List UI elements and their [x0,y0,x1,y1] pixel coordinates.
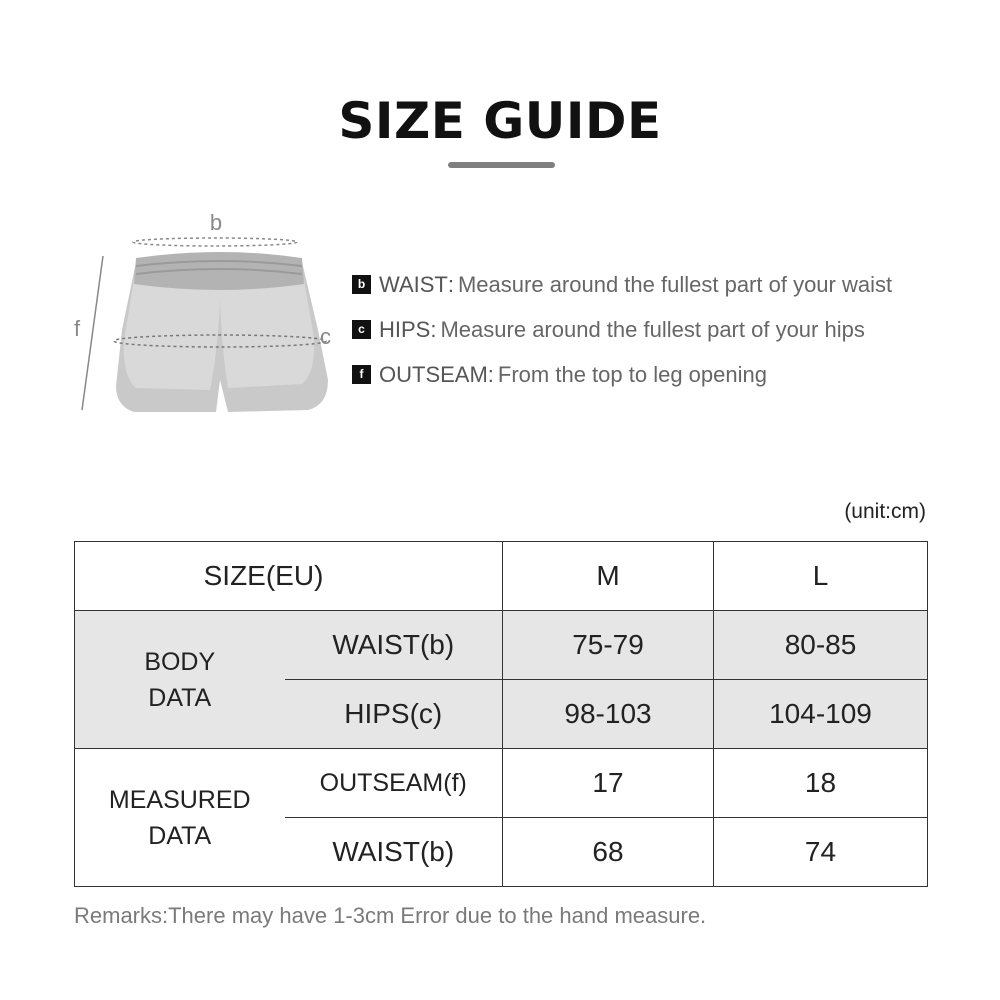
legend-separator: : [430,316,437,342]
table-cell: 17 [503,749,714,818]
measure-label: WAIST(b) [285,611,503,680]
legend-description: Measure around the fullest part of your hips [440,316,865,342]
table-cell: 74 [714,818,928,887]
legend-separator: : [487,361,494,387]
remarks-note: Remarks:There may have 1-3cm Error due to the hand measure. [74,903,707,928]
unit-label: (unit:cm) [844,500,926,523]
legend-description: From the top to leg opening [497,361,767,387]
legend-name: HIPS [379,316,431,342]
table-cell: 104-109 [714,680,928,749]
table-cell: 68 [503,818,714,887]
table-cell: 75-79 [503,611,714,680]
group-label-measured-data [75,749,285,887]
outseam-measure-line [82,256,103,410]
legend-separator: : [447,271,454,297]
legend-key-b: b [352,275,371,294]
legend-name: WAIST [379,271,448,297]
legend-key-c: c [352,320,371,339]
size-header-label: SIZE(EU) [203,560,324,591]
measure-label: OUTSEAM(f) [285,749,503,818]
legend-description: Measure around the fullest part of your waist [457,271,893,297]
legend-item-outseam [352,352,892,397]
legend-key-f: f [352,365,371,384]
legend-item-hips [352,307,892,352]
table-cell: 18 [714,749,928,818]
label-c: c [320,324,331,349]
table-cell: 98-103 [503,680,714,749]
label-f: f [74,316,81,341]
group-label-line: BODY [144,647,216,676]
table-row [75,611,928,680]
label-b: b [209,210,223,235]
measure-label: HIPS(c) [285,680,503,749]
group-label-line: MEASURED [108,785,251,814]
title-underline [448,162,555,168]
measurement-legend [352,262,892,397]
table-header-row [75,542,928,611]
waist-measure-line [133,238,297,246]
page-title: SIZE GUIDE [338,92,662,150]
size-header-m: M [503,542,714,611]
group-label-line: DATA [148,683,212,712]
legend-name: OUTSEAM [379,361,488,387]
group-label-body-data [75,611,285,749]
group-label-line: DATA [148,821,212,850]
measure-label: WAIST(b) [285,818,503,887]
size-table [74,541,928,887]
legend-item-waist [352,262,892,307]
size-header-l: L [714,542,928,611]
shorts-diagram [70,200,340,430]
table-cell: 80-85 [714,611,928,680]
table-row [75,749,928,818]
